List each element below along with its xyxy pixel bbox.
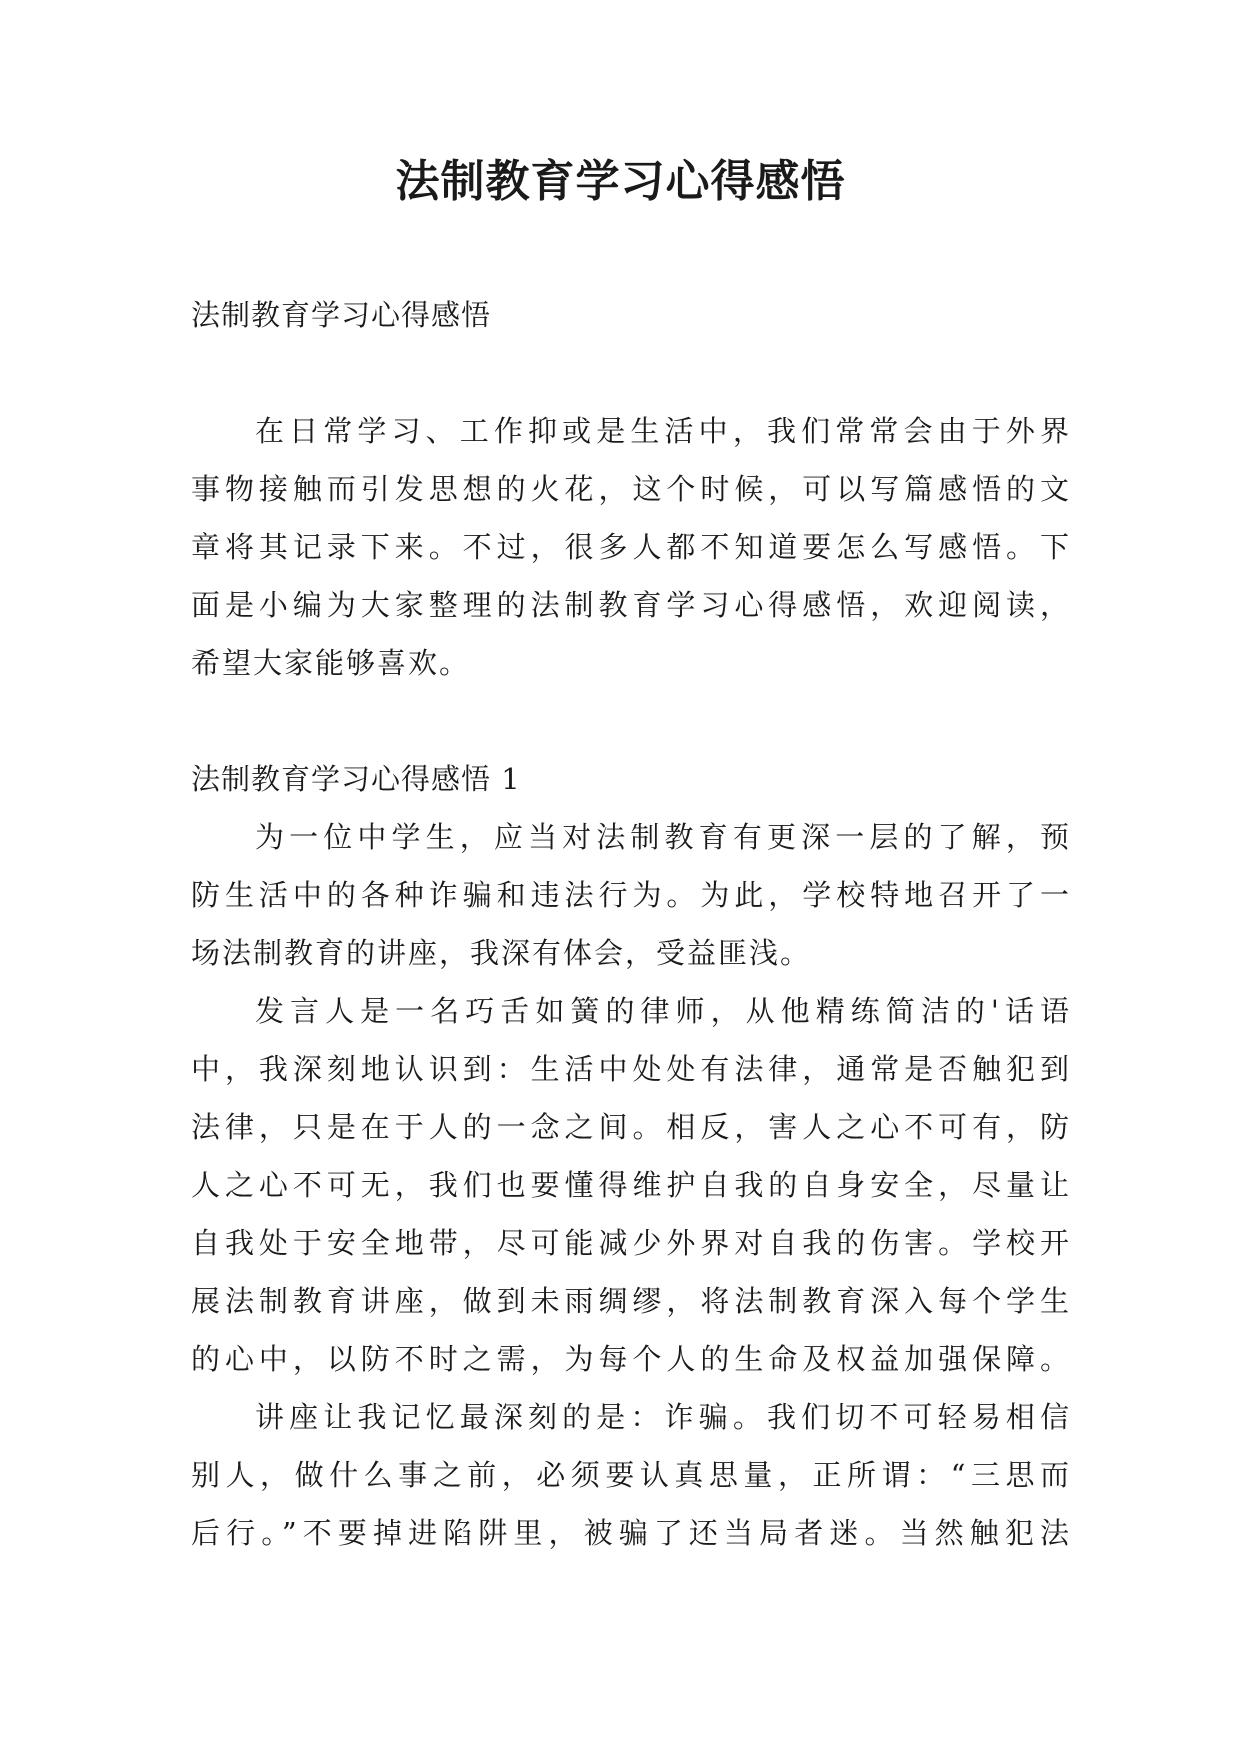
text-line: 防生活中的各种诈骗和违法行为。为此，学校特地召开了一 (191, 878, 1071, 912)
text-line: 后行。”不要掉进陷阱里，被骗了还当局者迷。当然触犯法 (191, 1516, 1071, 1550)
text-line: 展法制教育讲座，做到未雨绸缪，将法制教育深入每个学生 (191, 1284, 1071, 1318)
text-line: 人之心不可无，我们也要懂得维护自我的自身安全，尽量让 (191, 1168, 1071, 1202)
text-line: 在日常学习、工作抑或是生活中，我们常常会由于外界 (255, 414, 1071, 448)
text-line: 事物接触而引发思想的火花，这个时候，可以写篇感悟的文 (191, 472, 1071, 506)
text-line: 希望大家能够喜欢。 (191, 646, 471, 680)
text-line: 章将其记录下来。不过，很多人都不知道要怎么写感悟。下 (191, 530, 1071, 564)
text-line: 场法制教育的讲座，我深有体会，受益匪浅。 (191, 936, 812, 970)
text-line: 面是小编为大家整理的法制教育学习心得感悟，欢迎阅读， (191, 588, 1071, 622)
text-line: 中，我深刻地认识到：生活中处处有法律，通常是否触犯到 (191, 1052, 1071, 1086)
document-body (191, 286, 1071, 1562)
intro-paragraph (191, 402, 1071, 692)
text-line: 讲座让我记忆最深刻的是：诈骗。我们切不可轻易相信 (255, 1400, 1071, 1434)
section-paragraph (191, 1388, 1071, 1562)
intro-heading: 法制教育学习心得感悟 (191, 298, 492, 332)
text-line: 法律，只是在于人的一念之间。相反，害人之心不可有，防 (191, 1110, 1071, 1144)
text-line: 为一位中学生，应当对法制教育有更深一层的了解，预 (255, 820, 1071, 854)
text-line: 自我处于安全地带，尽可能减少外界对自我的伤害。学校开 (191, 1226, 1071, 1260)
section-paragraph (191, 982, 1071, 1388)
document-title: 法制教育学习心得感悟 (395, 156, 846, 207)
text-line: 的心中，以防不时之需，为每个人的生命及权益加强保障。 (191, 1342, 1071, 1376)
section-heading: 法制教育学习心得感悟 1 (191, 762, 521, 796)
text-line: 发言人是一名巧舌如簧的律师，从他精练简洁的'话语 (255, 994, 1071, 1028)
text-line: 别人，做什么事之前，必须要认真思量，正所谓：“三思而 (191, 1458, 1071, 1492)
section-paragraph (191, 808, 1071, 982)
